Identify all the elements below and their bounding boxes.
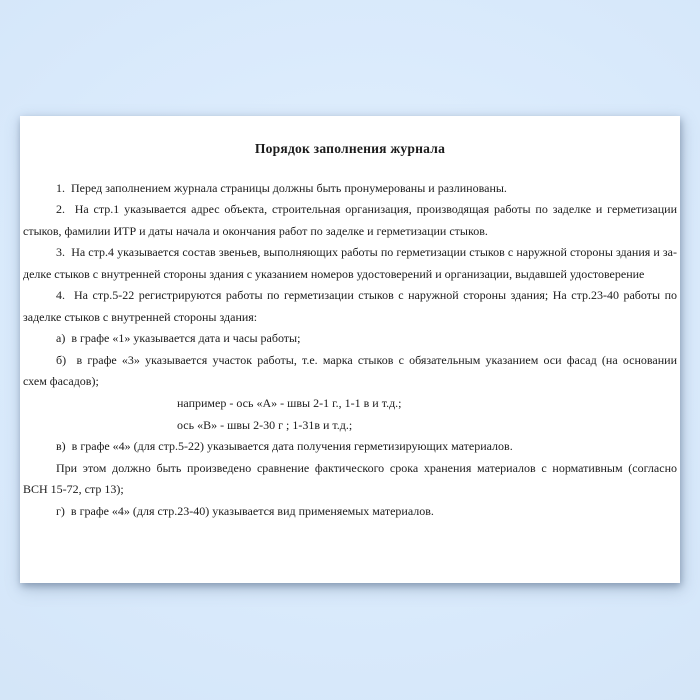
document-line: 1. Перед заполнением журнала страницы должны быть пронумерованы и разлинованы. (56, 180, 507, 195)
document-line: 4. На стр.5-22 регистрируются работы по герметизации стыков с наружной стороны здания; На стр.23-40 работы по (56, 288, 677, 303)
document-line: 2. На стр.1 указывается адрес объекта, строительная организация, производящая работы по заделке и герметизации (56, 202, 677, 217)
document-line: г) в графе «4» (для стр.23-40) указывается вид применяемых материалов. (56, 503, 434, 518)
document-line: схем фасадов); (23, 374, 99, 389)
document-line: При этом должно быть произведено сравнение фактического срока хранения материалов с нормативным (согласно (56, 460, 677, 475)
document-line: заделке стыков с внутренней стороны здания: (23, 309, 258, 324)
document-page (20, 116, 680, 583)
document-line: делке стыков с внутренней стороны здания с указанием номеров удостоверений и организации, выдавшей удостоверение (23, 266, 645, 281)
document-line: в) в графе «4» (для стр.5-22) указывается дата получения герметизирующих материалов. (56, 439, 513, 454)
document-content (20, 116, 680, 583)
document-line: стыков, фамилии ИТР и даты начала и окончания работ по заделке и герметизации стыков. (23, 223, 488, 238)
document-line: ось «В» - швы 2-30 г ; 1-31в и т.д.; (177, 417, 353, 432)
document-title: Порядок заполнения журнала (254, 141, 446, 156)
document-line: 3. На стр.4 указывается состав звеньев, выполняющих работы по герметизации стыков с наружной стороны здания и за- (56, 245, 677, 260)
document-line: например - ось «А» - швы 2-1 г., 1-1 в и т.д.; (177, 395, 402, 410)
document-line: ВСН 15-72, стр 13); (23, 482, 124, 497)
document-line: а) в графе «1» указывается дата и часы работы; (56, 331, 301, 346)
document-lines (23, 178, 677, 523)
document-line: б) в графе «3» указывается участок работы, т.е. марка стыков с обязательным указанием оси фасад (на основании (56, 352, 677, 367)
